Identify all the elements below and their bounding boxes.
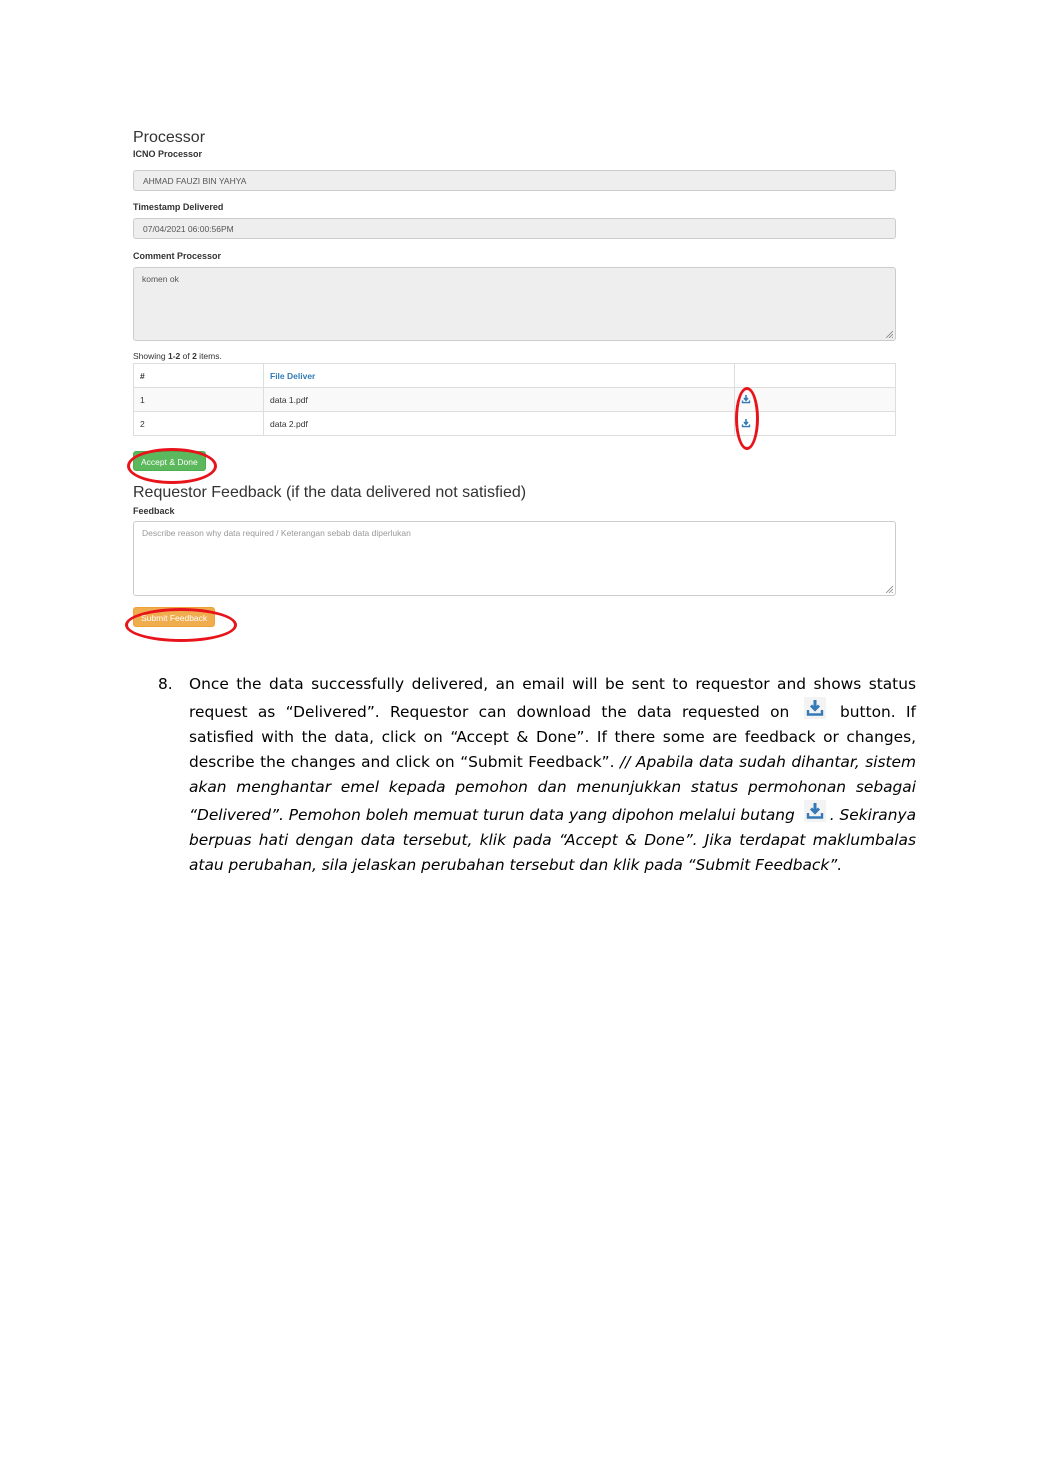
file-deliver-table <box>133 363 896 436</box>
resize-grip-icon[interactable] <box>885 585 893 593</box>
column-header-action <box>735 364 896 388</box>
instruction-text-ms-2: . Sekiranya berpuas hati dengan data tersebut, klik pada “Accept & Done”. Jika terdapat maklumbalas atau perubahan, sila jelaskan perubahan tersebut dan klik pada “Submit Feedback”. <box>189 806 916 874</box>
row-file-name: data 1.pdf <box>264 388 735 412</box>
comment-text: komen ok <box>142 274 179 284</box>
resize-grip-icon[interactable] <box>885 330 893 338</box>
instruction-text-en-2: button. If satisfied with the data, click on “Accept & Done”. If there some are feedback or changes, describe the changes and click on “Submit Feedback”. <box>189 703 916 771</box>
row-number: 1 <box>134 388 264 412</box>
comment-field <box>133 267 896 341</box>
column-header-number: # <box>134 364 264 388</box>
column-header-file-deliver[interactable]: File Deliver <box>264 364 735 388</box>
row-action-cell <box>735 388 896 412</box>
timestamp-label: Timestamp Delivered <box>133 202 224 212</box>
instruction-text-en: Once the data successfully delivered, an email will be sent to requestor and shows status request as “Delivered”. Requestor can download the data requested on <box>189 675 916 721</box>
instruction-text-ms: // Apabila data sudah dihantar, sistem akan menghantar emel kepada pemohon dan menunjukkan status permohonan sebagai “Delivered”. Pemohon boleh memuat turun data yang dipohon melalui butang <box>189 753 917 824</box>
timestamp-field: 07/04/2021 06:00:56PM <box>133 218 896 239</box>
submit-highlight-ring <box>125 608 237 642</box>
download-icon <box>804 800 826 822</box>
submit-feedback-button[interactable]: Submit Feedback <box>133 607 215 627</box>
table-header-row <box>134 364 896 388</box>
table-row <box>134 412 896 436</box>
row-file-name: data 2.pdf <box>264 412 735 436</box>
table-row <box>134 388 896 412</box>
instruction-paragraph <box>158 672 916 878</box>
processor-section-title: Processor <box>133 129 206 146</box>
download-highlight-ring <box>735 387 759 450</box>
step-number: 8. <box>158 675 173 693</box>
icno-field: AHMAD FAUZI BIN YAHYA <box>133 170 896 191</box>
screenshot-panel <box>133 128 896 627</box>
row-number: 2 <box>134 412 264 436</box>
feedback-input[interactable] <box>133 521 896 596</box>
accept-highlight-ring <box>127 448 217 484</box>
showing-summary: Showing 1-2 of 2 items. <box>133 351 222 361</box>
feedback-label: Feedback <box>133 506 175 516</box>
comment-label: Comment Processor <box>133 251 222 261</box>
feedback-placeholder: Describe reason why data required / Keterangan sebab data diperlukan <box>142 528 411 538</box>
icno-label: ICNO Processor <box>133 149 203 159</box>
accept-done-button[interactable]: Accept & Done <box>133 451 206 471</box>
download-icon <box>804 697 826 719</box>
feedback-section-title: Requestor Feedback (if the data delivered not satisfied) <box>133 484 527 501</box>
